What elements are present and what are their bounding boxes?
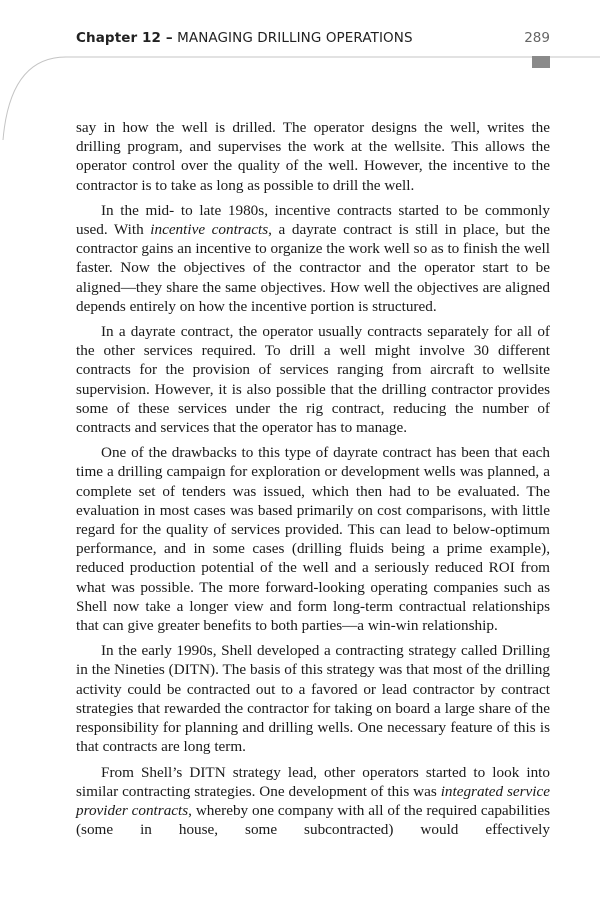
term-integrated-service-provider-contracts: integrated service provider contracts xyxy=(76,782,551,819)
paragraph-2 xyxy=(76,201,550,316)
paragraph-2-text-b: , a dayrate contract is still in place, but the contractor gains an incentive to organize the work well so as to finish the well faster. Now the objectives of the contractor and the operator start to be aligned—they share the same objectives. How well the objectives are aligned depends entirely on how the incentive portion is structured. xyxy=(76,221,550,315)
paragraph-1: say in how the well is drilled. The operator designs the well, writes the drilling program, and supervises the work at the wellsite. This allows the operator control over the quality of the well. However, the incentive to the contractor is to take as long as possible to drill the well. xyxy=(76,119,550,194)
chapter-title: MANAGING DRILLING OPERATIONS xyxy=(177,30,413,46)
paragraph-3: In a dayrate contract, the operator usually contracts separately for all of the other services required. To drill a well might involve 30 different contracts for the provision of services ranging from aircraft to wellsite supervision. However, it is also possible that the drilling contractor provides some of these services under the rig contract, reducing the number of contracts and services that the operator has to manage. xyxy=(76,323,550,437)
thumb-tab-marker xyxy=(532,56,550,68)
paragraph-6-text-b: , whereby one company with all of the required capabilities (some in house, some subcontracted) would effectively xyxy=(76,801,550,839)
paragraph-5: In the early 1990s, Shell developed a contracting strategy called Drilling in the Nineties (DITN). The basis of this strategy was that most of the drilling activity could be contracted out to a favored or lead contractor by contract strategies that rewarded the contractor for taking on board a large share of the responsibility for planning and drilling wells. One necessary feature of this is that contracts are long term. xyxy=(76,642,550,756)
paragraph-2-text-a: In the mid- to late 1980s, incentive contracts started to be commonly used. With xyxy=(76,201,550,239)
chapter-heading xyxy=(76,30,413,46)
paragraph-6-text-a: From Shell’s DITN strategy lead, other operators started to look into similar contracting strategies. One development of this was xyxy=(76,763,550,800)
body-text xyxy=(76,118,550,845)
paragraph-6 xyxy=(76,763,550,840)
chapter-number: Chapter 12 – xyxy=(76,30,173,46)
running-header xyxy=(76,30,550,50)
paragraph-4: One of the drawbacks to this type of dayrate contract has been that each time a drilling campaign for exploration or development wells was planned, a complete set of tenders was issued, which then had to be evaluated. The evaluation in most cases was based primarily on cost comparisons, with little regard for the quality of services provided. This can lead to below-optimum performance, and in some cases (drilling fluids being a prime example), reduced production potential of the well and a seriously reduced ROI from what was possible. The more forward-looking operating companies such as Shell now take a longer view and form long-term contractual relationships that can give greater benefits to both parties—a win-win relationship. xyxy=(76,444,550,635)
term-incentive-contracts: incentive contracts xyxy=(150,221,269,239)
page-number: 289 xyxy=(524,30,550,46)
